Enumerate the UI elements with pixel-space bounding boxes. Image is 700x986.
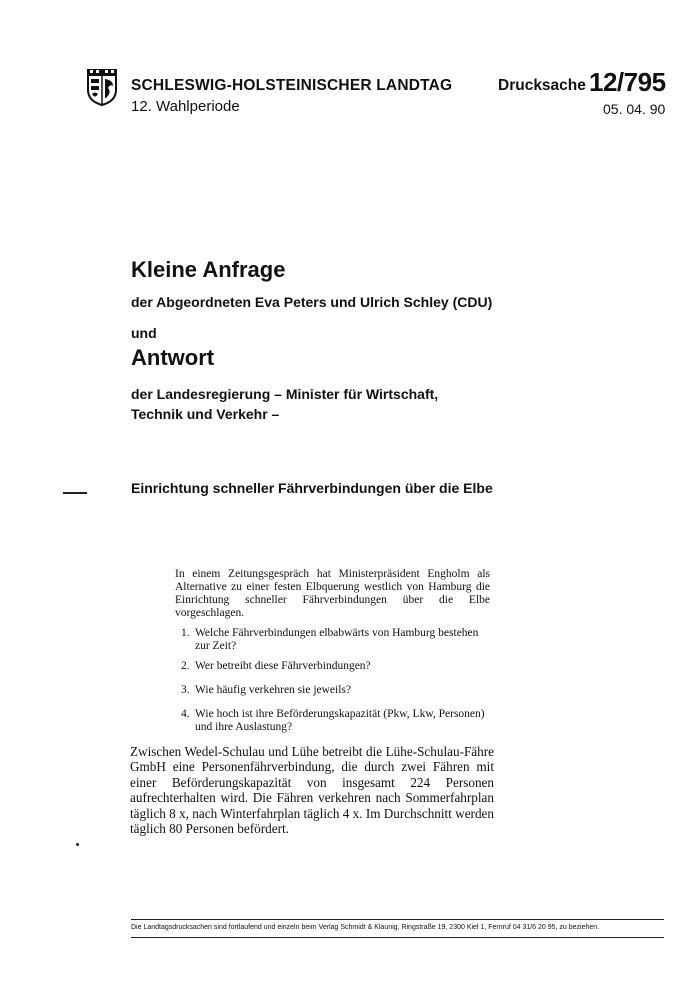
question-text: Wie hoch ist ihre Beförderungskapazität (Pkw, Lkw, Personen) und ihre Auslastung? — [195, 708, 485, 733]
question-number: 4. — [181, 708, 190, 720]
title-kleine-anfrage: Kleine Anfrage — [131, 257, 286, 282]
authors-line: der Abgeordneten Eva Peters und Ulrich Schley (CDU) — [131, 294, 493, 310]
inquiry-intro: In einem Zeitungsgespräch hat Ministerpräsident Engholm als Alternative zu einer festen Elbquerung westlich von Hamburg die Einrichtung schneller Fährverbindungen über die Elbe vorgeschlagen. — [175, 568, 490, 619]
footer-text: Die Landtagsdrucksachen sind fortlaufend und einzeln beim Verlag Schmidt & Klaunig, Ringstraße 19, 2300 Kiel 1, Fernruf 04 31/6 20 95, zu beziehen. — [131, 924, 600, 931]
question-number: 2. — [181, 660, 190, 672]
document-date: 05. 04. 90 — [603, 101, 666, 117]
answer-text: Zwischen Wedel-Schulau und Lühe betreibt die Lühe-Schulau-Fähre GmbH eine Personenfährverbindung, die durch zwei Fähren mit einer Beförderungskapazität von insgesamt 224 Personen aufrechterhalten wird. Die Fähren verkehren nach Sommerfahrplan täglich 8 x, nach Winterfahrplan täglich 4 x. Im Durchschnitt werden täglich 80 Personen befördert. — [130, 744, 494, 837]
footer-rule-top — [131, 919, 664, 920]
coat-of-arms-icon — [86, 68, 118, 106]
legislative-period: 12. Wahlperiode — [131, 98, 240, 115]
margin-dot — [76, 843, 79, 846]
question-text: Wie häufig verkehren sie jeweils? — [195, 684, 351, 696]
drucksache-number: 12/795 — [589, 67, 666, 97]
subject-line: Einrichtung schneller Fährverbindungen über die Elbe — [131, 480, 493, 496]
conjunction-und: und — [131, 325, 157, 341]
question-text: Welche Fährverbindungen elbabwärts von Hamburg bestehen zur Zeit? — [195, 627, 479, 652]
question-number: 3. — [181, 684, 190, 696]
government-line-1: der Landesregierung – Minister für Wirtschaft, — [131, 386, 439, 402]
footer-rule-bottom — [131, 937, 664, 938]
question-number: 1. — [181, 627, 190, 639]
title-antwort: Antwort — [131, 345, 215, 370]
margin-dash — [63, 492, 87, 494]
drucksache-label: Drucksache — [498, 77, 586, 94]
government-line-2: Technik und Verkehr – — [131, 406, 280, 422]
parliament-name: SCHLESWIG-HOLSTEINISCHER LANDTAG — [131, 77, 453, 94]
question-text: Wer betreibt diese Fährverbindungen? — [195, 660, 371, 672]
